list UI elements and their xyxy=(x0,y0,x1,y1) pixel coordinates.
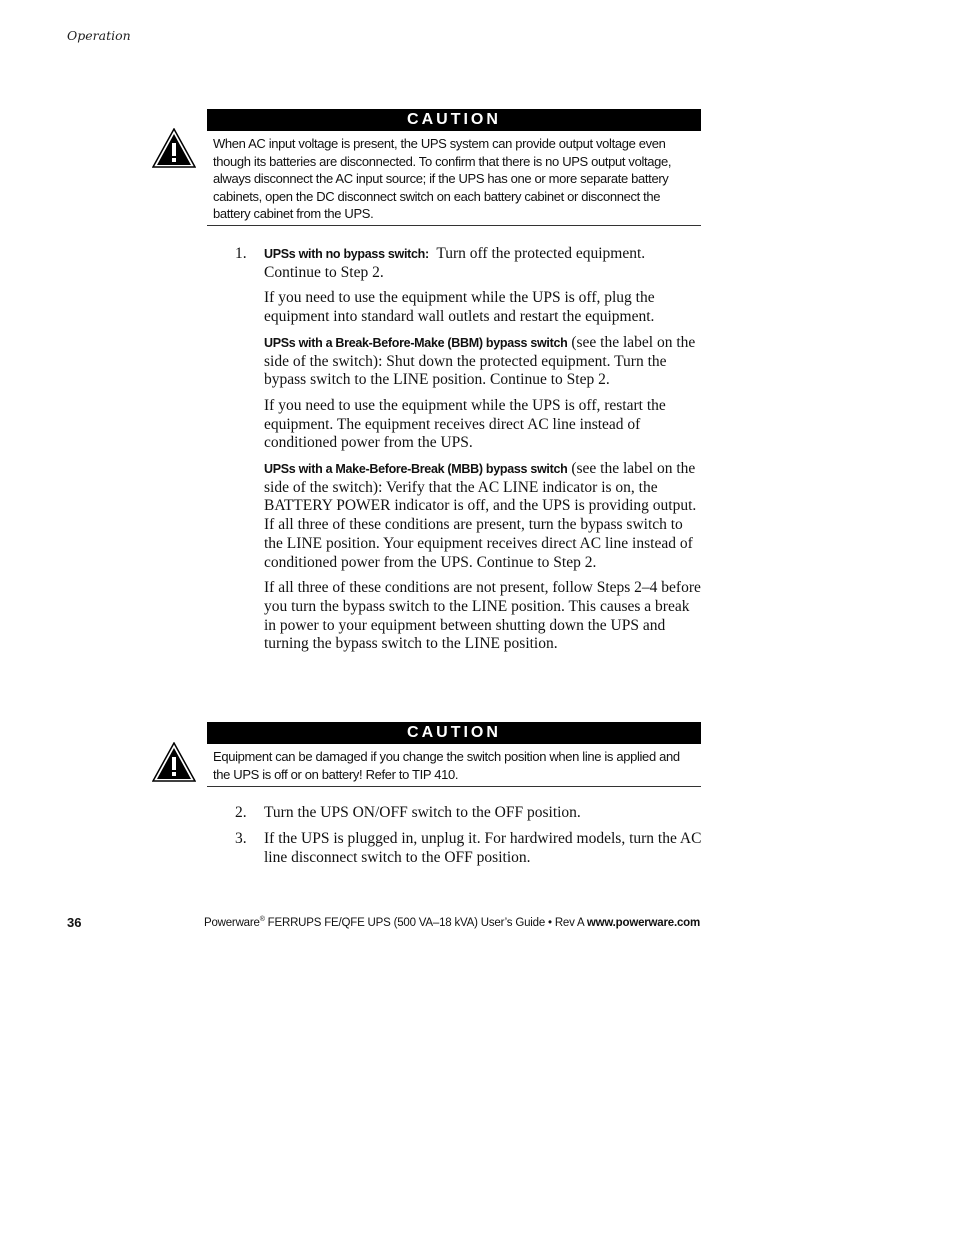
paragraph-text: Turn the UPS ON/OFF switch to the OFF position. xyxy=(264,804,581,821)
runin-heading: UPSs with no bypass switch: xyxy=(264,247,429,261)
footer-brand: Powerware xyxy=(203,916,260,929)
step-number: 3. xyxy=(235,830,247,847)
step-2 xyxy=(235,804,705,830)
caution-box xyxy=(152,722,701,788)
caution-box xyxy=(152,109,701,227)
runin-heading: UPSs with a Break-Before-Make (BBM) bypass switch xyxy=(264,335,568,350)
paragraph-text: If you need to use the equipment while the UPS is off, restart the equipment. The equipment receives direct AC line instead of conditioned power from the UPS. xyxy=(264,396,666,452)
caution-text: When AC input voltage is present, the UPS system can provide output voltage even though its batteries are disconnected. To confirm that there is no UPS output voltage, always disconnect the AC input source; if the UPS has one or more separate battery cabinets, open the DC disconnect switch on each battery cabinet or disconnect the battery cabinet from the UPS. xyxy=(213,136,672,222)
caution-rule xyxy=(207,786,701,787)
caution-label: CAUTION xyxy=(207,722,701,744)
paragraph-bbm xyxy=(264,334,705,390)
paragraph-text: (see the label on the side of the switch): Verify that the AC LINE indicator is on, the BATTERY POWER indicator is off, and the UPS is providing output. If all three of these conditions are present, turn the bypass switch to the LINE position. Your equipment receives direct AC line instead of conditioned power from the UPS. Continue to Step 2. xyxy=(264,460,697,571)
step-number: 1. xyxy=(235,245,247,262)
footer-guide-title: FERRUPS FE/QFE UPS (500 VA–18 kVA) User’s Guide • Rev A xyxy=(264,916,587,929)
caution-text: Equipment can be damaged if you change the switch position when line is applied and the UPS is off or on battery! Refer to TIP 410. xyxy=(213,749,680,782)
footer-title xyxy=(204,916,700,929)
caution-label: CAUTION xyxy=(207,109,701,131)
footer-url[interactable]: www.powerware.com xyxy=(586,916,700,929)
page-number: 36 xyxy=(67,915,82,930)
warning-triangle-icon xyxy=(152,128,196,168)
step-1 xyxy=(235,245,705,661)
registered-mark: ® xyxy=(259,916,265,923)
step-number: 2. xyxy=(235,804,247,821)
paragraph-text: (see the label on the side of the switch): Shut down the protected equipment. Turn the bypass switch to the LINE position. Continue to Step 2. xyxy=(264,333,696,389)
step-3 xyxy=(235,830,705,874)
running-header-section: Operation xyxy=(67,28,131,43)
runin-heading: UPSs with a Make-Before-Break (MBB) bypass switch xyxy=(264,462,568,477)
paragraph-no-bypass xyxy=(264,245,705,282)
paragraph-text: Turn off the protected equipment. Continue to Step 2. xyxy=(264,245,646,281)
paragraph-text: If you need to use the equipment while the UPS is off, plug the equipment into standard wall outlets and restart the equipment. xyxy=(264,289,655,326)
paragraph-mbb xyxy=(264,460,705,572)
paragraph-text: If the UPS is plugged in, unplug it. For hardwired models, turn the AC line disconnect switch to the OFF position. xyxy=(264,830,702,866)
warning-triangle-icon xyxy=(152,742,196,782)
caution-rule xyxy=(207,225,701,226)
paragraph-text: If all three of these conditions are not present, follow Steps 2–4 before you turn the bypass switch to the LINE position. This causes a break in power to your equipment between shutting down the UPS and turning the bypass switch to the LINE position. xyxy=(264,579,701,653)
